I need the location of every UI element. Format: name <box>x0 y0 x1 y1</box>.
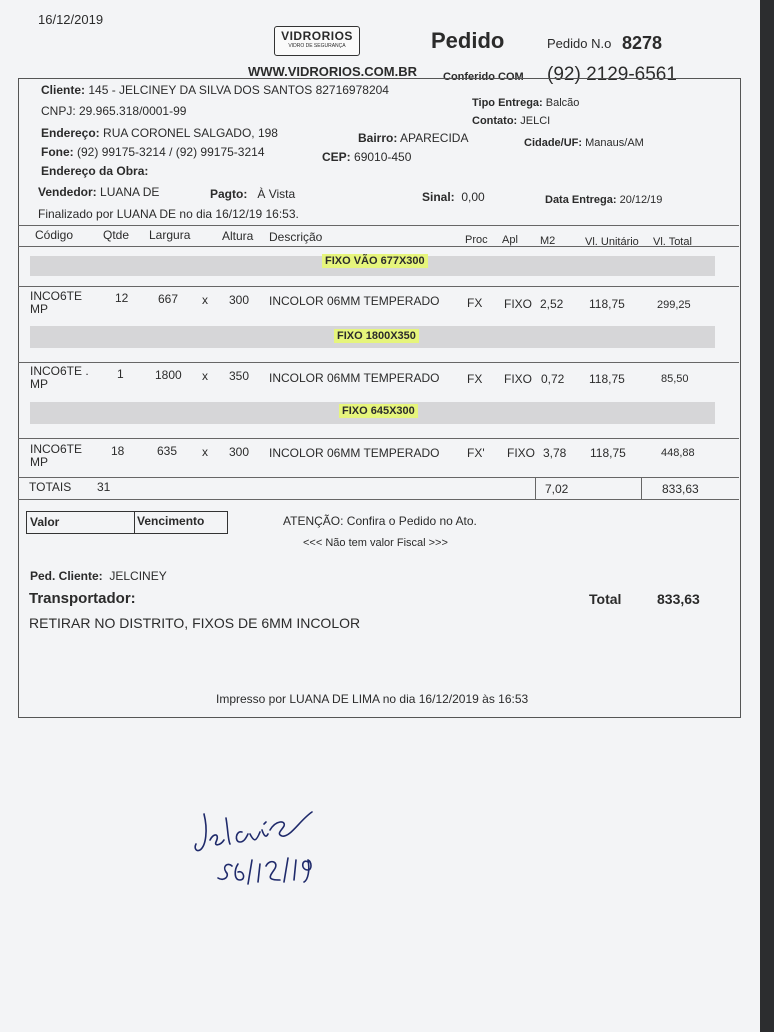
sinal-value: 0,00 <box>461 190 485 204</box>
col-altura: Altura <box>222 229 254 243</box>
row-top-line <box>18 286 739 287</box>
row-apl: FIXO <box>504 372 533 386</box>
totals-top-line <box>18 477 739 478</box>
row-altura: 300 <box>229 445 250 459</box>
section-title: FIXO VÃO 677X300 <box>322 254 428 268</box>
row-largura: 635 <box>157 444 178 458</box>
header-bottom-line <box>18 246 739 247</box>
row-total: 448,88 <box>661 447 695 459</box>
row-qtde: 12 <box>115 291 129 305</box>
signature-stroke-e <box>210 835 224 845</box>
bairro-line <box>358 131 468 145</box>
row-descricao: INCOLOR 06MM TEMPERADO <box>269 371 440 385</box>
vendedor-line <box>38 185 159 199</box>
cliente-value: 145 - JELCINEY DA SILVA DOS SANTOS 82716978204 <box>88 83 389 97</box>
signature-stroke-c <box>236 832 248 842</box>
cidade-line <box>524 137 644 149</box>
handwritten-signature <box>190 800 360 900</box>
impresso-text: Impresso por LUANA DE LIMA no dia 16/12/2019 às 16:53 <box>216 692 529 706</box>
print-date: 16/12/2019 <box>38 12 104 27</box>
cidade-label: Cidade/UF: <box>524 137 583 149</box>
client-line <box>41 83 389 97</box>
date-stroke-16 <box>218 864 244 880</box>
col-m2: M2 <box>540 235 556 247</box>
signature-stroke-iv <box>250 830 268 840</box>
signature-stroke-j <box>195 814 206 851</box>
order-number-label: Pedido N.o <box>547 36 612 51</box>
row-proc: FX <box>467 296 483 310</box>
vencimento-label: Vencimento <box>137 514 205 528</box>
col-proc: Proc <box>465 234 488 246</box>
box-divider <box>134 511 135 533</box>
data-entrega-value: 20/12/19 <box>619 194 663 206</box>
data-entrega-line <box>545 194 662 206</box>
totals-label: TOTAIS <box>29 480 72 494</box>
signature-stroke-l <box>226 818 230 844</box>
tipo-entrega-label: Tipo Entrega: <box>472 97 543 109</box>
row-unit: 118,75 <box>589 372 625 386</box>
endereco-value: RUA CORONEL SALGADO, 198 <box>103 126 278 140</box>
contato-label: Contato: <box>472 115 518 127</box>
logo-main-text: VIDRORIOS <box>281 29 353 43</box>
pagto-label: Pagto: <box>210 187 248 201</box>
row-codigo: INCO6TE MP <box>30 442 83 469</box>
row-proc: FX' <box>467 446 485 460</box>
background-edge <box>760 0 774 1032</box>
signature-stroke-dot <box>264 822 266 824</box>
col-codigo: Código <box>35 228 74 242</box>
nao-fiscal-text: <<< Não tem valor Fiscal >>> <box>303 537 448 549</box>
col-largura: Largura <box>149 228 191 242</box>
row-qtde: 1 <box>117 367 124 381</box>
pagto-value: À Vista <box>257 187 296 201</box>
data-entrega-label: Data Entrega: <box>545 194 617 206</box>
totals-qtde: 31 <box>97 480 111 494</box>
cep-label: CEP: <box>322 150 351 164</box>
bairro-label: Bairro: <box>358 131 398 145</box>
row-unit: 118,75 <box>589 297 625 311</box>
transportador-label: Transportador: <box>29 590 136 607</box>
endereco-line <box>41 126 278 140</box>
ped-cliente-label: Ped. Cliente: <box>30 569 103 583</box>
row-largura: 667 <box>158 292 179 306</box>
row-apl: FIXO <box>504 297 533 311</box>
row-proc: FX <box>467 372 483 386</box>
totals-value: 833,63 <box>662 482 699 496</box>
col-apl: Apl <box>502 234 518 246</box>
cep-line <box>322 150 411 164</box>
vendedor-value: LUANA DE <box>100 185 160 199</box>
bairro-value: APARECIDA <box>400 131 469 145</box>
row-altura: 300 <box>229 293 250 307</box>
date-stroke-12 <box>258 862 280 882</box>
date-stroke-19 <box>294 860 311 882</box>
totals-bottom-line <box>18 499 739 500</box>
row-descricao: INCOLOR 06MM TEMPERADO <box>269 446 440 460</box>
row-codigo: INCO6TE MP <box>30 289 83 316</box>
fone-line <box>41 145 265 159</box>
row-x: x <box>202 369 208 383</box>
row-apl: FIXO <box>507 446 536 460</box>
total-label: Total <box>589 591 622 607</box>
company-phone: (92) 2129-6561 <box>547 64 677 85</box>
col-qtde: Qtde <box>103 228 130 242</box>
row-x: x <box>202 293 208 307</box>
contato-line <box>472 115 550 127</box>
ped-cliente-value: JELCINEY <box>109 569 167 583</box>
row-altura: 350 <box>229 369 250 383</box>
col-unit: Vl. Unitário <box>585 236 639 248</box>
logo-sub-text: VIDRO DE SEGURANÇA <box>288 43 346 49</box>
row-top-line <box>18 438 739 439</box>
row-m2: 3,78 <box>543 446 567 460</box>
cidade-value: Manaus/AM <box>585 137 644 149</box>
order-number: 8278 <box>622 33 663 53</box>
totals-m2: 7,02 <box>545 482 569 496</box>
totals-divider <box>641 477 642 499</box>
finalizado: Finalizado por LUANA DE no dia 16/12/19 16:53. <box>38 207 299 221</box>
section-title: FIXO 645X300 <box>339 404 418 418</box>
totals-divider <box>535 477 536 499</box>
row-total: 85,50 <box>661 373 689 385</box>
vendedor-label: Vendedor: <box>38 185 97 199</box>
website: WWW.VIDRORIOS.COM.BR <box>248 64 417 79</box>
obra-label: Endereço da Obra: <box>41 164 149 178</box>
row-total: 299,25 <box>657 299 691 311</box>
section-title: FIXO 1800X350 <box>334 329 419 343</box>
document-title: Pedido <box>431 28 505 53</box>
ped-cliente-line <box>30 569 167 583</box>
tipo-entrega-value: Balcão <box>545 97 580 109</box>
row-descricao: INCOLOR 06MM TEMPERADO <box>269 294 440 308</box>
row-m2: 2,52 <box>540 297 564 311</box>
cnpj: CNPJ: 29.965.318/0001-99 <box>41 104 187 118</box>
cep-value: 69010-450 <box>354 150 412 164</box>
signature-stroke-tail <box>270 812 312 836</box>
row-m2: 0,72 <box>541 372 565 386</box>
atencao-text: ATENÇÃO: Confira o Pedido no Ato. <box>283 514 477 528</box>
row-codigo: INCO6TE . MP <box>30 364 89 391</box>
date-stroke-slash <box>248 860 252 884</box>
cliente-label: Cliente: <box>41 83 86 97</box>
contato-value: JELCI <box>520 115 551 127</box>
conferido-label: Conferido COM <box>443 71 524 83</box>
row-qtde: 18 <box>111 444 125 458</box>
sinal-line <box>422 190 485 204</box>
col-total: Vl. Total <box>653 236 692 248</box>
sinal-label: Sinal: <box>422 190 455 204</box>
valor-label: Valor <box>30 515 60 529</box>
date-stroke-slash <box>284 858 288 882</box>
endereco-label: Endereço: <box>41 126 100 140</box>
total-value: 833,63 <box>657 591 700 607</box>
observacao: RETIRAR NO DISTRITO, FIXOS DE 6MM INCOLOR <box>29 615 361 631</box>
col-descricao: Descrição <box>269 230 323 244</box>
fone-value: (92) 99175-3214 / (92) 99175-3214 <box>77 145 265 159</box>
tipo-entrega-line <box>472 97 579 109</box>
row-unit: 118,75 <box>590 446 626 460</box>
table-top-line <box>18 225 739 226</box>
row-top-line <box>18 362 739 363</box>
company-logo <box>274 26 360 56</box>
row-x: x <box>202 445 208 459</box>
row-largura: 1800 <box>155 368 182 382</box>
fone-label: Fone: <box>41 145 74 159</box>
pagto-line <box>210 187 295 201</box>
